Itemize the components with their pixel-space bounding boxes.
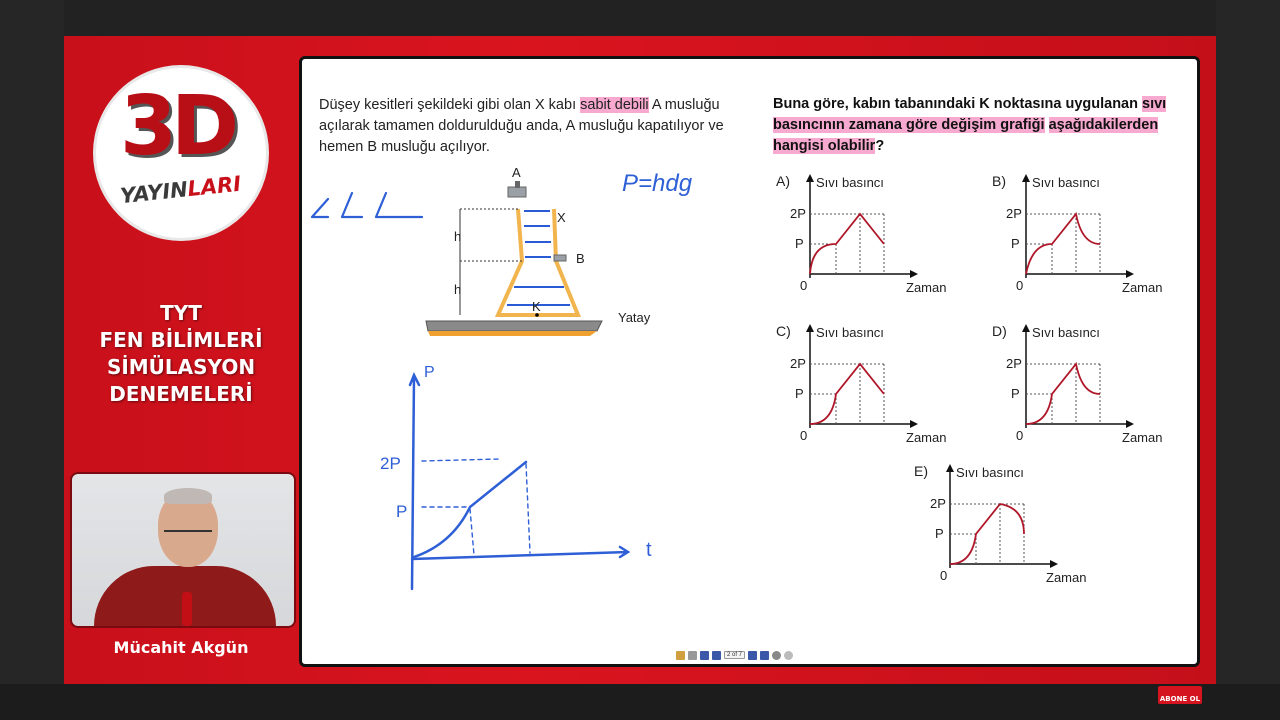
- hand-axis-p: P: [424, 364, 435, 381]
- last-page-icon[interactable]: [760, 651, 769, 660]
- subscribe-button[interactable]: ABONE OL: [1158, 686, 1202, 704]
- series-line-2: FEN BİLİMLERİ: [99, 328, 263, 352]
- surface-label: Yatay: [618, 310, 651, 325]
- container-figure: [426, 165, 651, 336]
- hand-label-2p: 2P: [380, 454, 401, 473]
- prompt-text-start: Buna göre, kabın tabanındaki K noktasına uygulanan: [773, 96, 1143, 112]
- option-b-graph: [992, 173, 1162, 295]
- hand-formula: P=hdg: [622, 170, 693, 197]
- option-b-origin: 0: [1016, 278, 1024, 293]
- option-d-origin: 0: [1016, 428, 1024, 443]
- stem-text-end: A musluğu açılarak tamamen doldurulduğu anda, A musluğu kapatılıyor ve hemen B musluğu açılıyor.: [319, 97, 724, 155]
- option-c-xlabel: Zaman: [906, 430, 947, 445]
- presenter-name: Mücahit Akgün: [113, 638, 249, 657]
- point-k-label: K: [532, 299, 541, 314]
- logo-word-accent: LARI: [186, 171, 243, 202]
- height-label-bottom: h: [454, 282, 462, 297]
- option-c-ylabel: Sıvı basıncı: [816, 325, 884, 340]
- stem-highlight: sabit debili: [580, 97, 649, 113]
- hand-x-axis: [412, 547, 628, 559]
- option-a-label: A): [776, 173, 790, 189]
- tap-b-label: B: [576, 251, 585, 266]
- option-d-tick-p: P: [1011, 386, 1020, 401]
- tap-a-label: A: [512, 165, 521, 180]
- option-a-ylabel: Sıvı basıncı: [816, 175, 884, 190]
- option-c-tick-2p: 2P: [790, 356, 806, 371]
- prev-page-icon[interactable]: [712, 651, 721, 660]
- left-black-bar: [0, 0, 64, 720]
- option-b-tick-2p: 2P: [1006, 206, 1022, 221]
- height-label-top: h: [454, 229, 462, 244]
- option-c-tick-p: P: [795, 386, 804, 401]
- option-e-graph: [914, 463, 1086, 585]
- option-e-origin: 0: [940, 568, 948, 583]
- option-b-tick-p: P: [1011, 236, 1020, 251]
- option-d-graph: [992, 323, 1162, 445]
- option-e-xlabel: Zaman: [1046, 570, 1087, 585]
- slide-drawings: [302, 59, 1197, 664]
- tool-icon[interactable]: [676, 651, 685, 660]
- ground-surface: [426, 321, 602, 331]
- hand-label-p: P: [396, 502, 408, 521]
- presenter-webcam: [70, 472, 296, 628]
- top-black-bar: [0, 0, 1280, 36]
- hand-sketch-marks: [312, 193, 422, 217]
- option-e-tick-2p: 2P: [930, 496, 946, 511]
- option-a-graph: [776, 173, 946, 295]
- tap-a-icon: [508, 187, 526, 197]
- option-c-origin: 0: [800, 428, 808, 443]
- presenter-hair: [164, 488, 212, 504]
- option-c-graph: [776, 323, 946, 445]
- option-a-tick-2p: 2P: [790, 206, 806, 221]
- option-e-label: E): [914, 463, 928, 479]
- tap-b-icon: [554, 255, 566, 261]
- series-line-1: TYT: [160, 301, 202, 325]
- stem-text-start: Düşey kesitleri şekildeki gibi olan X kabı: [319, 97, 581, 113]
- option-d-ylabel: Sıvı basıncı: [1032, 325, 1100, 340]
- series-line-3: SİMÜLASYON: [106, 355, 256, 379]
- logo-word-prefix: YAYIN: [119, 177, 189, 209]
- bottom-black-bar: [0, 684, 1280, 720]
- ground-edge: [428, 331, 597, 336]
- option-a-origin: 0: [800, 278, 808, 293]
- print-icon[interactable]: [688, 651, 697, 660]
- page-navigation: [676, 648, 806, 662]
- logo-3d-mark: 3D: [120, 79, 234, 174]
- option-c-label: C): [776, 323, 791, 339]
- option-a-xlabel: Zaman: [906, 280, 947, 295]
- option-b-xlabel: Zaman: [1122, 280, 1163, 295]
- option-b-ylabel: Sıvı basıncı: [1032, 175, 1100, 190]
- option-e-tick-p: P: [935, 526, 944, 541]
- next-page-icon[interactable]: [748, 651, 757, 660]
- option-d-label: D): [992, 323, 1007, 339]
- question-slide: [299, 56, 1200, 667]
- option-a-tick-p: P: [795, 236, 804, 251]
- first-page-icon[interactable]: [700, 651, 709, 660]
- series-title: [70, 300, 292, 408]
- page-indicator[interactable]: 2 of 7: [724, 651, 745, 659]
- forward-icon[interactable]: [784, 651, 793, 660]
- hand-axis-t: t: [646, 539, 652, 561]
- presenter-glasses: [164, 530, 212, 544]
- option-d-tick-2p: 2P: [1006, 356, 1022, 371]
- container-x-label: X: [557, 210, 566, 225]
- prompt-highlight-1: sıvı basıncının zamana göre değişim grafiği: [773, 96, 1167, 133]
- series-line-4: DENEMELERİ: [109, 382, 253, 406]
- option-d-xlabel: Zaman: [1122, 430, 1163, 445]
- prompt-end: ?: [875, 138, 885, 154]
- option-e-ylabel: Sıvı basıncı: [956, 465, 1024, 480]
- tap-a-handle: [515, 181, 520, 188]
- microphone: [182, 592, 192, 626]
- prompt-highlight-2: aşağıdakilerden hangisi olabilir: [773, 117, 1159, 154]
- option-b-label: B): [992, 173, 1006, 189]
- right-black-bar: [1216, 0, 1280, 720]
- back-icon[interactable]: [772, 651, 781, 660]
